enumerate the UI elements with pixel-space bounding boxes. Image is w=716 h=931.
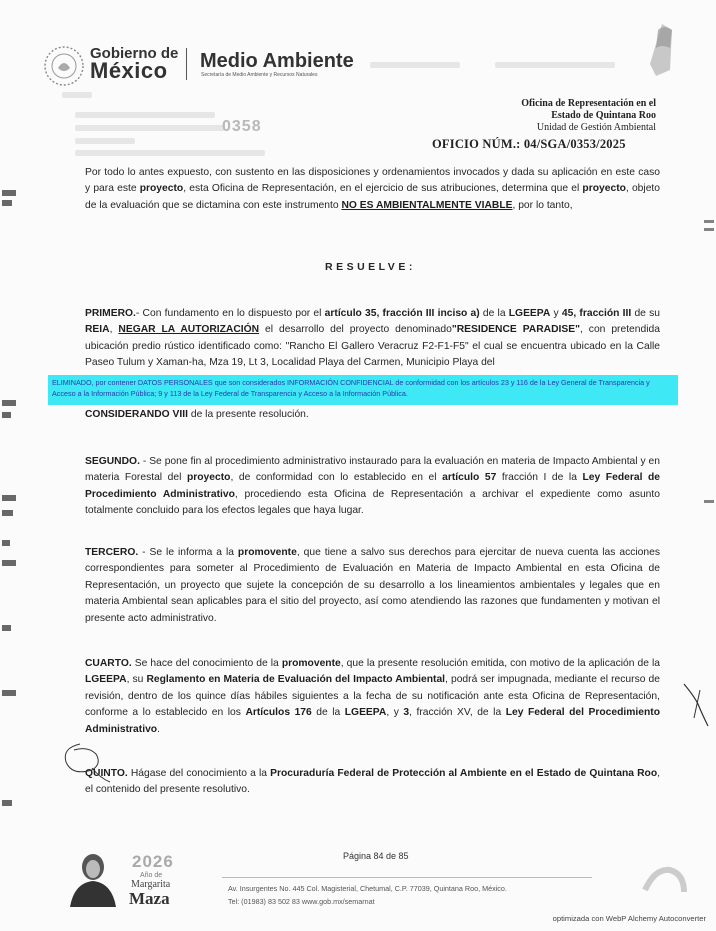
mexico-emblem-icon	[42, 44, 86, 88]
bleed-through-mark	[62, 92, 92, 98]
footer-address	[228, 882, 507, 908]
bleed-through-mark	[75, 150, 265, 156]
bleed-through-mark	[75, 112, 215, 118]
handwritten-mark	[680, 680, 710, 730]
primero-paragraph: PRIMERO.- Con fundamento en lo dispuesto por el artículo 35, fracción III inciso a) de la LGEEPA y 45, fracción III de su REIA, NEGAR LA AUTORIZACIÓN el desarrollo del proyecto denominado"RESIDENCE PARADISE", con pretendida ubicación predio rústico identificado como: "Rancho El Gallero Veracruz F2-F1-F5" el cual se encuentra ubicado en la Calle Paseo Tulum y Xaman-ha, Mza 19, Lt 3, Localidad Playa del Carmen, Municipio Playa del	[85, 308, 660, 369]
office-block	[521, 98, 656, 134]
address-line: Av. Insurgentes No. 445 Col. Magisterial, Chetumal, C.P. 77039, Quintana Roo, México.	[228, 884, 507, 893]
bleed-through-mark	[495, 62, 615, 68]
contact-line: Tel: (01983) 83 502 83 www.gob.mx/semarnat	[228, 897, 375, 906]
quinto-paragraph: QUINTO. Hágase del conocimiento a la Procuraduría Federal de Protección al Ambiente en el Estado de Quintana Roo, el contenido del presente resolutivo.	[85, 768, 660, 796]
resuelve-heading: RESUELVE:	[325, 261, 416, 273]
redaction-text: ELIMINADO, por contener DATOS PERSONALES que son considerados INFORMACIÓN CONFIDENCIAL de conformidad con los artículos 23 y 116 de la Ley General de Transparencia y Acceso a la Información Pública; 9 y 113 de la Ley Federal de Transparencia y Acceso a la Información Pública.	[52, 378, 650, 398]
footer-name-last: Maza	[129, 889, 170, 908]
bleed-through-mark	[370, 62, 460, 68]
page-number: Página 84 de 85	[343, 851, 409, 861]
scan-edge-left	[0, 40, 20, 900]
footer-year: 2026	[132, 852, 174, 871]
handwritten-scribble	[50, 738, 120, 788]
redaction-notice	[48, 375, 678, 405]
agency-subtitle: Secretaría de Medio Ambiente y Recursos Naturales	[201, 72, 318, 78]
bleed-through-mark	[75, 138, 135, 144]
gobierno-label: Gobierno de	[90, 45, 179, 62]
segundo-paragraph: SEGUNDO. - Se pone fin al procedimiento administrativo instaurado para la evaluación en materia de Impacto Ambiental y en materia Forestal del proyecto, de conformidad con lo establecido en el artículo 57 fracción I de la Ley Federal de Procedimiento Administrativo, procediendo esta Oficina de Representación a archivar el expediente como asunto totalmente concluido para los efectos legales que haya lugar.	[85, 456, 661, 517]
intro-paragraph: Por todo lo antes expuesto, con sustento en las disposiciones y ordenamientos invocados y dada su aplicación en este caso y para este proyecto, esta Oficina de Representación, en el ejercicio de sus atribuciones, determina que el proyecto, objeto de la evaluación que se dictamina con este instrumento NO ES AMBIENTALMENTE VIABLE, por lo tanto,	[85, 167, 661, 211]
agency-name: Medio Ambiente	[200, 50, 354, 72]
office-unit: Unidad de Gestión Ambiental	[536, 122, 656, 133]
bleed-through-mark	[75, 125, 225, 131]
cuarto-paragraph: CUARTO. Se hace del conocimiento de la promovente, que la presente resolución emitida, con motivo de la aplicación de la LGEEPA, su Reglamento en Materia de Evaluación del Impacto Ambiental, podrá ser impugnada, mediante el recurso de revisión, dentro de los quince días hábiles siguientes a la fecha de su notificación ante esta Oficina de Representación, conforme a lo establecido en los Artículos 176 de la LGEEPA, y 3, fracción XV, de la Ley Federal del Procedimiento Administrativo.	[85, 658, 661, 735]
oficio-number: OFICIO NÚM.: 04/SGA/0353/2025	[432, 137, 626, 151]
mexico-label: México	[90, 58, 168, 83]
tercero-paragraph: TERCERO. - Se le informa a la promovente, que tiene a salvo sus derechos para ejercitar de nueva cuenta las acciones correspondientes para someter al Procedimiento de Evaluación en Materia de Impacto Ambiental en esta Oficina de Representación, un proyecto que sujete la concepción de su desarrollo a los lineamientos ambientales y legales que en materia Ambiental sean aplicables para el sitio del proyecto, así como atendiendo las razones que fundamenten y motivan el presente acto administrativo.	[85, 547, 661, 624]
footer-year-caption: Año de	[140, 872, 163, 879]
footer-name-first: Margarita	[131, 879, 171, 890]
logo-divider	[186, 48, 187, 80]
stamp-number: 0358	[222, 118, 262, 135]
converter-watermark: optimizada con WebP Alchemy Autoconverter	[552, 914, 706, 923]
footer-divider	[222, 877, 592, 878]
considerando-line: CONSIDERANDO VIII de la presente resolución.	[85, 409, 309, 420]
office-line-2: Estado de Quintana Roo	[551, 110, 656, 121]
faint-seal-mark	[640, 860, 690, 900]
flag-figure-icon	[640, 20, 680, 80]
scan-edge-right	[700, 0, 716, 931]
office-line-1: Oficina de Representación en el	[521, 98, 656, 109]
margarita-maza-portrait-icon	[62, 847, 124, 907]
